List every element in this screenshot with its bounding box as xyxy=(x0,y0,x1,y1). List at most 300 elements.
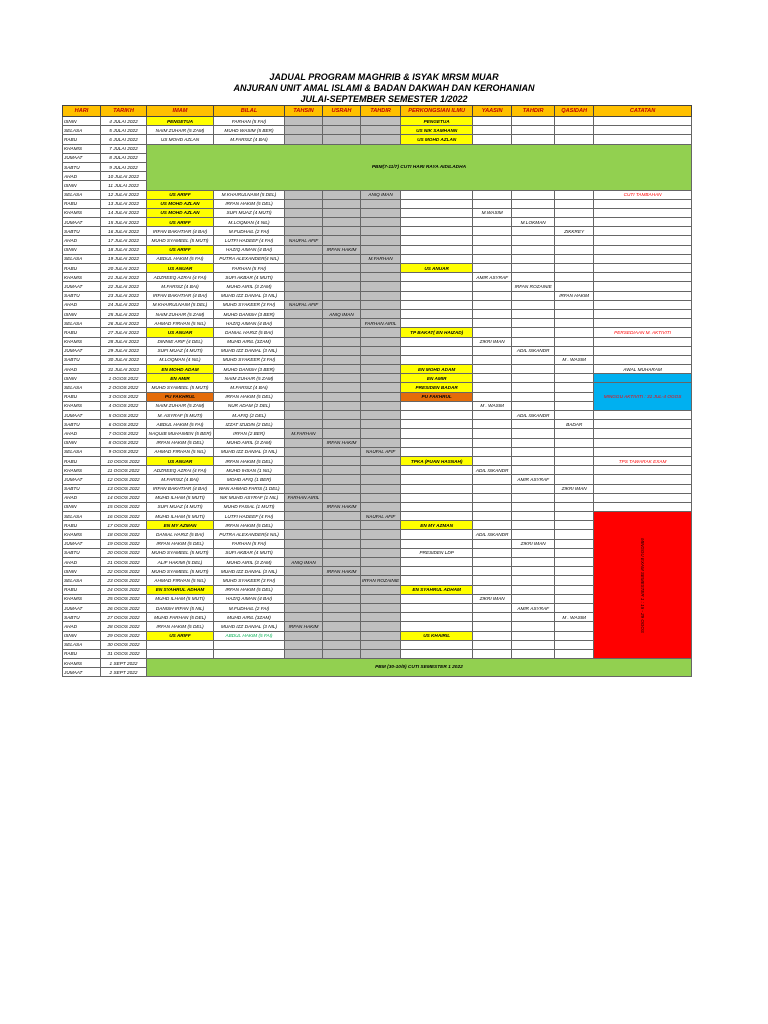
cell-tahdir-2 xyxy=(512,622,555,631)
cell-perkongsian-ilmu xyxy=(401,603,473,612)
cell-tarikh: 27 OGOS 2022 xyxy=(101,613,147,622)
cell-imam: EN SYAHRUL ADHAM xyxy=(147,585,214,594)
cell-perkongsian-ilmu xyxy=(401,484,473,493)
cell-tahdir-2 xyxy=(512,401,555,410)
cell-tarikh: 12 JULAI 2022 xyxy=(101,190,147,199)
cell-hari: RABU xyxy=(63,456,101,465)
cell-hari: SELASA xyxy=(63,254,101,263)
cell-tahsin xyxy=(285,613,323,622)
cell-yaasin xyxy=(473,512,512,521)
cell-hari: RABU xyxy=(63,199,101,208)
cell-tahdir-2 xyxy=(512,484,555,493)
cell-tarikh: 15 JULAI 2022 xyxy=(101,218,147,227)
table-row xyxy=(63,493,692,502)
cell-tahsin xyxy=(285,576,323,585)
cell-tarikh: 16 OGOS 2022 xyxy=(101,512,147,521)
cell-usrah xyxy=(323,558,361,567)
cell-hari: SELASA xyxy=(63,190,101,199)
cell-tahsin xyxy=(285,227,323,236)
table-header-row xyxy=(63,106,692,117)
cell-usrah xyxy=(323,190,361,199)
cell-usrah: IRFAN HAKIM xyxy=(323,245,361,254)
cell-bilal: MUHD IZZ DANIAL (3 NIL) xyxy=(214,622,285,631)
cell-imam: US ANUAR xyxy=(147,328,214,337)
cell-tahsin xyxy=(285,640,323,649)
cell-catatan xyxy=(594,374,692,383)
cell-bilal: MUHD SYAKEER (3 FAI) xyxy=(214,355,285,364)
cell-yaasin xyxy=(473,420,512,429)
header-catatan: CATATAN xyxy=(594,106,692,117)
cell-tarikh: 17 JULAI 2022 xyxy=(101,236,147,245)
cell-perkongsian-ilmu: PU FAKHRUL xyxy=(401,392,473,401)
cell-tahdir-2 xyxy=(512,309,555,318)
cell-tahdir-2: ZIKRI IMAN xyxy=(512,539,555,548)
cell-qasidah xyxy=(555,264,594,273)
cell-qasidah xyxy=(555,429,594,438)
cell-bilal: LUTFI HADEEF (4 FAI) xyxy=(214,236,285,245)
cell-perkongsian-ilmu: TPKA (PUAN HASNAH) xyxy=(401,456,473,465)
cell-tahdir xyxy=(361,521,401,530)
cell-catatan xyxy=(594,466,692,475)
cell-qasidah xyxy=(555,631,594,640)
cell-bilal: NIK MUHD ASYRAF (1 NIL) xyxy=(214,493,285,502)
cell-tahdir xyxy=(361,227,401,236)
cell-qasidah xyxy=(555,254,594,263)
cell-tarikh: 7 OGOS 2022 xyxy=(101,429,147,438)
cell-tahsin xyxy=(285,328,323,337)
cell-catatan xyxy=(594,245,692,254)
cell-qasidah xyxy=(555,539,594,548)
cell-perkongsian-ilmu xyxy=(401,309,473,318)
cell-perkongsian-ilmu xyxy=(401,199,473,208)
cell-tahsin xyxy=(285,254,323,263)
cell-tarikh: 23 OGOS 2022 xyxy=(101,576,147,585)
cell-hari: JUMAAT xyxy=(63,539,101,548)
cell-perkongsian-ilmu: US NIK SAMHANN xyxy=(401,126,473,135)
cell-bilal xyxy=(214,640,285,649)
cell-hari: KHAMIS xyxy=(63,144,101,153)
cell-perkongsian-ilmu: EN MOHD ADAM xyxy=(401,365,473,374)
cell-yaasin: AMIR ASYRAF xyxy=(473,273,512,282)
cell-yaasin xyxy=(473,328,512,337)
cell-catatan xyxy=(594,117,692,126)
cell-hari: JUMAAT xyxy=(63,282,101,291)
cell-tarikh: 14 OGOS 2022 xyxy=(101,493,147,502)
cell-usrah xyxy=(323,475,361,484)
cell-qasidah xyxy=(555,576,594,585)
cell-hari: SELASA xyxy=(63,512,101,521)
cell-imam: NAIM ZUHAIR (5 ZAM) xyxy=(147,126,214,135)
cell-usrah xyxy=(323,447,361,456)
cell-imam: ABDUL HAKIM (5 FAI) xyxy=(147,420,214,429)
cell-bilal: MUHD IZZ DANIAL (3 NIL) xyxy=(214,447,285,456)
cell-perkongsian-ilmu: EN AMIR xyxy=(401,374,473,383)
cell-yaasin xyxy=(473,254,512,263)
cell-yaasin xyxy=(473,548,512,557)
cell-perkongsian-ilmu: US KHAIRIL xyxy=(401,631,473,640)
cell-tahdir-2 xyxy=(512,199,555,208)
table-row xyxy=(63,383,692,392)
cell-catatan xyxy=(594,337,692,346)
cell-imam: MUHD FARHAN (5 DEL) xyxy=(147,613,214,622)
cell-hari: ISNIN xyxy=(63,117,101,126)
cell-qasidah xyxy=(555,640,594,649)
cell-imam: EN MY AZMAN xyxy=(147,521,214,530)
cell-usrah xyxy=(323,291,361,300)
table-body xyxy=(63,117,692,677)
document-title-block xyxy=(0,72,768,105)
cell-usrah xyxy=(323,585,361,594)
cell-imam: PENGETUA xyxy=(147,117,214,126)
cell-hari: RABU xyxy=(63,585,101,594)
cell-tahdir-2 xyxy=(512,236,555,245)
cell-bilal: M.LOQMAN (4 NIL) xyxy=(214,218,285,227)
cell-tahdir-2 xyxy=(512,640,555,649)
cell-hari: JUMAAT xyxy=(63,153,101,162)
cell-bilal: SUFI AKBAR (4 MUTI) xyxy=(214,548,285,557)
cell-usrah xyxy=(323,493,361,502)
cell-perkongsian-ilmu xyxy=(401,613,473,622)
cell-imam: M.FARISZ (4 BAI) xyxy=(147,475,214,484)
cell-tahdir-2 xyxy=(512,649,555,658)
cell-tahdir xyxy=(361,594,401,603)
cell-imam: AHMAD FIRHAN (5 NIL) xyxy=(147,319,214,328)
cell-imam: MUHD SYAMEEL (5 MUTI) xyxy=(147,567,214,576)
cell-hari: SELASA xyxy=(63,383,101,392)
cell-bilal: ABDUL HAKIM (5 FAI) xyxy=(214,631,285,640)
cell-tahsin xyxy=(285,567,323,576)
cell-tahdir-2 xyxy=(512,502,555,511)
cell-perkongsian-ilmu xyxy=(401,254,473,263)
cell-hari: AHAD xyxy=(63,493,101,502)
cell-qasidah xyxy=(555,135,594,144)
table-row xyxy=(63,328,692,337)
cell-usrah xyxy=(323,466,361,475)
cell-qasidah: M . WASIM xyxy=(555,613,594,622)
cell-perkongsian-ilmu: EN MY AZMAN xyxy=(401,521,473,530)
cell-bilal: MUHD AIRIL (3 ZAM) xyxy=(214,438,285,447)
cell-bilal: SUFI MUAZ (4 MUTI) xyxy=(214,208,285,217)
cell-bilal: MUHD IZZ DANIAL (3 NIL) xyxy=(214,346,285,355)
table-row xyxy=(63,502,692,511)
cell-tahdir-2 xyxy=(512,594,555,603)
cell-tahdir xyxy=(361,493,401,502)
header-tahdir: TAHDIR xyxy=(361,106,401,117)
cell-imam: IRFAN HAKIM (5 DEL) xyxy=(147,539,214,548)
cell-tarikh: 5 OGOS 2022 xyxy=(101,411,147,420)
cell-perkongsian-ilmu xyxy=(401,245,473,254)
header-qasidah: QASIDAH xyxy=(555,106,594,117)
cell-catatan xyxy=(594,126,692,135)
cell-usrah xyxy=(323,208,361,217)
cell-bilal: FARHAN (5 FAI) xyxy=(214,539,285,548)
cell-qasidah xyxy=(555,126,594,135)
cell-usrah xyxy=(323,199,361,208)
cell-yaasin xyxy=(473,227,512,236)
cell-hari: AHAD xyxy=(63,172,101,181)
cell-tahdir-2 xyxy=(512,512,555,521)
cell-yaasin xyxy=(473,429,512,438)
table-row xyxy=(63,117,692,126)
cell-tahdir: IRFAN ROZAINIE xyxy=(361,576,401,585)
cell-catatan xyxy=(594,502,692,511)
cell-tahdir xyxy=(361,117,401,126)
cell-catatan: AWAL MUHARAM xyxy=(594,365,692,374)
cell-tahdir xyxy=(361,365,401,374)
table-row xyxy=(63,282,692,291)
banner-cuti-semester: PBM (30-10/9) CUTI SEMESTER 1 2022 xyxy=(147,659,692,677)
table-row xyxy=(63,144,692,153)
cell-tahdir-2 xyxy=(512,530,555,539)
title-line-2: ANJURAN UNIT AMAL ISLAMI & BADAN DAKWAH DAN KEROHANIAN xyxy=(233,83,535,93)
cell-tarikh: 2 OGOS 2022 xyxy=(101,383,147,392)
header-tahsin: TAHSIN xyxy=(285,106,323,117)
cell-yaasin xyxy=(473,355,512,364)
cell-imam: US MOHD AZLAN xyxy=(147,135,214,144)
cell-hari: SELASA xyxy=(63,126,101,135)
cell-bilal: MUHD IZZ DANIAL (3 NIL) xyxy=(214,567,285,576)
cell-tarikh: 2 SEPT 2022 xyxy=(101,668,147,677)
cell-catatan xyxy=(594,254,692,263)
cell-hari: SABTU xyxy=(63,291,101,300)
cell-qasidah xyxy=(555,447,594,456)
table-row xyxy=(63,346,692,355)
cell-tahdir-2 xyxy=(512,254,555,263)
cell-imam: ALIF HAKIMI (5 DEL) xyxy=(147,558,214,567)
cell-bilal: MUHD AIRIL (3ZAM) xyxy=(214,337,285,346)
cell-qasidah xyxy=(555,365,594,374)
cell-tarikh: 3 OGOS 2022 xyxy=(101,392,147,401)
cell-tahdir-2 xyxy=(512,420,555,429)
cell-tahsin xyxy=(285,346,323,355)
cell-qasidah: M . WASIM xyxy=(555,355,594,364)
cell-tahdir-2: AMIR ASYRAF xyxy=(512,603,555,612)
header-usrah: USRAH xyxy=(323,106,361,117)
cell-hari: RABU xyxy=(63,649,101,658)
cell-tahsin xyxy=(285,291,323,300)
cell-hari: JUMAAT xyxy=(63,475,101,484)
cell-perkongsian-ilmu xyxy=(401,493,473,502)
cell-tahdir xyxy=(361,567,401,576)
cell-qasidah xyxy=(555,649,594,658)
cell-qasidah xyxy=(555,466,594,475)
table-row xyxy=(63,411,692,420)
cell-tahsin xyxy=(285,218,323,227)
cell-usrah xyxy=(323,328,361,337)
cell-perkongsian-ilmu xyxy=(401,475,473,484)
title-line-1: JADUAL PROGRAM MAGHRIB & ISYAK MRSM MUAR xyxy=(269,72,499,82)
cell-hari: SABTU xyxy=(63,355,101,364)
cell-hari: JUMAAT xyxy=(63,411,101,420)
cell-imam: US MOHD AZLAN xyxy=(147,208,214,217)
cell-tarikh: 1 SEPT 2022 xyxy=(101,659,147,668)
cell-perkongsian-ilmu xyxy=(401,640,473,649)
cell-imam: US MOHD AZLAN xyxy=(147,199,214,208)
cell-imam: EN AMIR xyxy=(147,374,214,383)
cell-tahsin xyxy=(285,594,323,603)
table-row xyxy=(63,512,692,521)
cell-tahdir-2 xyxy=(512,429,555,438)
cell-perkongsian-ilmu: US ANUAR xyxy=(401,264,473,273)
cell-tarikh: 30 JULAI 2022 xyxy=(101,355,147,364)
cell-imam: US ARIFF xyxy=(147,245,214,254)
cell-hari: AHAD xyxy=(63,365,101,374)
cell-bilal: PUTRA ALEXANDER(4 NIL) xyxy=(214,254,285,263)
cell-catatan xyxy=(594,135,692,144)
cell-hari: KHAMIS xyxy=(63,273,101,282)
cell-catatan xyxy=(594,447,692,456)
cell-tahdir xyxy=(361,548,401,557)
cell-usrah: IRFAN HAKIM xyxy=(323,438,361,447)
cell-bilal: MUHD IZZ DANIAL (3 NIL) xyxy=(214,291,285,300)
cell-tarikh: 9 JULAI 2022 xyxy=(101,162,147,171)
cell-qasidah: ZIKRI IMAN xyxy=(555,484,594,493)
cell-tahdir xyxy=(361,245,401,254)
cell-qasidah xyxy=(555,245,594,254)
cell-perkongsian-ilmu xyxy=(401,355,473,364)
cell-perkongsian-ilmu xyxy=(401,300,473,309)
cell-hari: ISNIN xyxy=(63,309,101,318)
cell-catatan xyxy=(594,199,692,208)
cell-usrah xyxy=(323,254,361,263)
cell-tahdir xyxy=(361,236,401,245)
cell-hari: ISNIN xyxy=(63,631,101,640)
cell-bilal: IRFAN (2 BER) xyxy=(214,429,285,438)
cell-perkongsian-ilmu xyxy=(401,273,473,282)
cell-yaasin xyxy=(473,456,512,465)
cell-yaasin xyxy=(473,649,512,658)
cell-perkongsian-ilmu xyxy=(401,218,473,227)
cell-tarikh: 25 OGOS 2022 xyxy=(101,594,147,603)
cell-usrah xyxy=(323,521,361,530)
cell-hari: ISNIN xyxy=(63,245,101,254)
cell-tahdir xyxy=(361,309,401,318)
cell-perkongsian-ilmu xyxy=(401,291,473,300)
cell-bilal: IRFAN HAKIM (5 DEL) xyxy=(214,392,285,401)
cell-tahsin xyxy=(285,245,323,254)
cell-yaasin xyxy=(473,282,512,291)
cell-tahdir xyxy=(361,484,401,493)
cell-tarikh: 21 JULAI 2022 xyxy=(101,273,147,282)
cell-yaasin xyxy=(473,236,512,245)
cell-tahdir-2 xyxy=(512,548,555,557)
cell-bilal: MUHD WASIM (5 BER) xyxy=(214,126,285,135)
cell-bilal: HAZIQ AIMAN (4 BAI) xyxy=(214,319,285,328)
cell-bilal: M.FUDHAIL (2 FAI) xyxy=(214,227,285,236)
cell-qasidah xyxy=(555,438,594,447)
cell-imam: SUFI MUAZ (4 MUTI) xyxy=(147,346,214,355)
cell-tahsin xyxy=(285,484,323,493)
cell-tahdir xyxy=(361,355,401,364)
cell-hari: RABU xyxy=(63,135,101,144)
cell-qasidah xyxy=(555,493,594,502)
cell-tahdir xyxy=(361,273,401,282)
cell-usrah xyxy=(323,456,361,465)
cell-yaasin xyxy=(473,622,512,631)
cell-catatan xyxy=(594,208,692,217)
cell-bilal: M.FARISZ (4 BAI) xyxy=(214,135,285,144)
cell-tahdir-2 xyxy=(512,613,555,622)
cell-yaasin xyxy=(473,392,512,401)
cell-tarikh: 4 JULAI 2022 xyxy=(101,117,147,126)
cell-usrah xyxy=(323,218,361,227)
cell-perkongsian-ilmu xyxy=(401,502,473,511)
cell-tahdir xyxy=(361,199,401,208)
cell-usrah xyxy=(323,530,361,539)
cell-tahsin xyxy=(285,539,323,548)
table-row xyxy=(63,466,692,475)
cell-hari: SABTU xyxy=(63,484,101,493)
cell-usrah xyxy=(323,383,361,392)
cell-imam: DANIAL HARIZ (5 BAI) xyxy=(147,530,214,539)
cell-tarikh: 30 OGOS 2022 xyxy=(101,640,147,649)
cell-hari: JUMAAT xyxy=(63,346,101,355)
cell-catatan xyxy=(594,484,692,493)
cell-bilal: M.FARISZ (4 BAI) xyxy=(214,383,285,392)
cell-tahsin xyxy=(285,309,323,318)
cell-bilal: LUTFI HADEEF (4 FAI) xyxy=(214,512,285,521)
cell-catatan xyxy=(594,493,692,502)
cell-imam: IRFAN HAKIM (5 DEL) xyxy=(147,438,214,447)
cell-yaasin xyxy=(473,558,512,567)
cell-tarikh: 11 OGOS 2022 xyxy=(101,466,147,475)
cell-perkongsian-ilmu xyxy=(401,594,473,603)
cell-tarikh: 10 OGOS 2022 xyxy=(101,456,147,465)
cell-tarikh: 31 OGOS 2022 xyxy=(101,649,147,658)
cell-tarikh: 25 JULAI 2022 xyxy=(101,309,147,318)
cell-usrah xyxy=(323,236,361,245)
cell-tahsin xyxy=(285,456,323,465)
cell-tahdir xyxy=(361,438,401,447)
cell-tahsin xyxy=(285,548,323,557)
cell-hari: AHAD xyxy=(63,622,101,631)
cell-hari: KHAMIS xyxy=(63,466,101,475)
cell-tahdir xyxy=(361,135,401,144)
header-imam: IMAM xyxy=(147,106,214,117)
cell-tarikh: 31 JULAI 2022 xyxy=(101,365,147,374)
cell-usrah xyxy=(323,512,361,521)
cell-qasidah xyxy=(555,521,594,530)
schedule-table xyxy=(62,105,692,677)
cell-tahdir-2 xyxy=(512,392,555,401)
cell-yaasin xyxy=(473,126,512,135)
cell-qasidah xyxy=(555,558,594,567)
cell-usrah xyxy=(323,539,361,548)
cell-hari: RABU xyxy=(63,392,101,401)
cell-tahdir xyxy=(361,218,401,227)
cell-tahsin: NAUFAL AFIF xyxy=(285,236,323,245)
cell-catatan xyxy=(594,346,692,355)
cell-tahdir xyxy=(361,539,401,548)
cell-tahdir-2 xyxy=(512,383,555,392)
cell-yaasin: ZIKRI IMAN xyxy=(473,594,512,603)
cell-imam: MUHD ILHAM (5 MUTI) xyxy=(147,493,214,502)
cell-imam: M.LOQMAN (4 NIL) xyxy=(147,355,214,364)
cell-tahsin xyxy=(285,466,323,475)
cell-bilal: MUHD SYAKEER (3 FAI) xyxy=(214,576,285,585)
cell-tarikh: 29 OGOS 2022 xyxy=(101,631,147,640)
cell-usrah xyxy=(323,622,361,631)
cell-tahdir xyxy=(361,530,401,539)
cell-tarikh: 12 OGOS 2022 xyxy=(101,475,147,484)
cell-tarikh: 16 JULAI 2022 xyxy=(101,227,147,236)
cell-perkongsian-ilmu xyxy=(401,438,473,447)
cell-tahdir-2 xyxy=(512,558,555,567)
cell-perkongsian-ilmu xyxy=(401,420,473,429)
cell-bilal: MUHD AIRIL (3 ZAM) xyxy=(214,558,285,567)
cell-tahdir: ANIQ IMAN xyxy=(361,190,401,199)
cell-imam: M. ASYRAF (5 MUTI) xyxy=(147,411,214,420)
